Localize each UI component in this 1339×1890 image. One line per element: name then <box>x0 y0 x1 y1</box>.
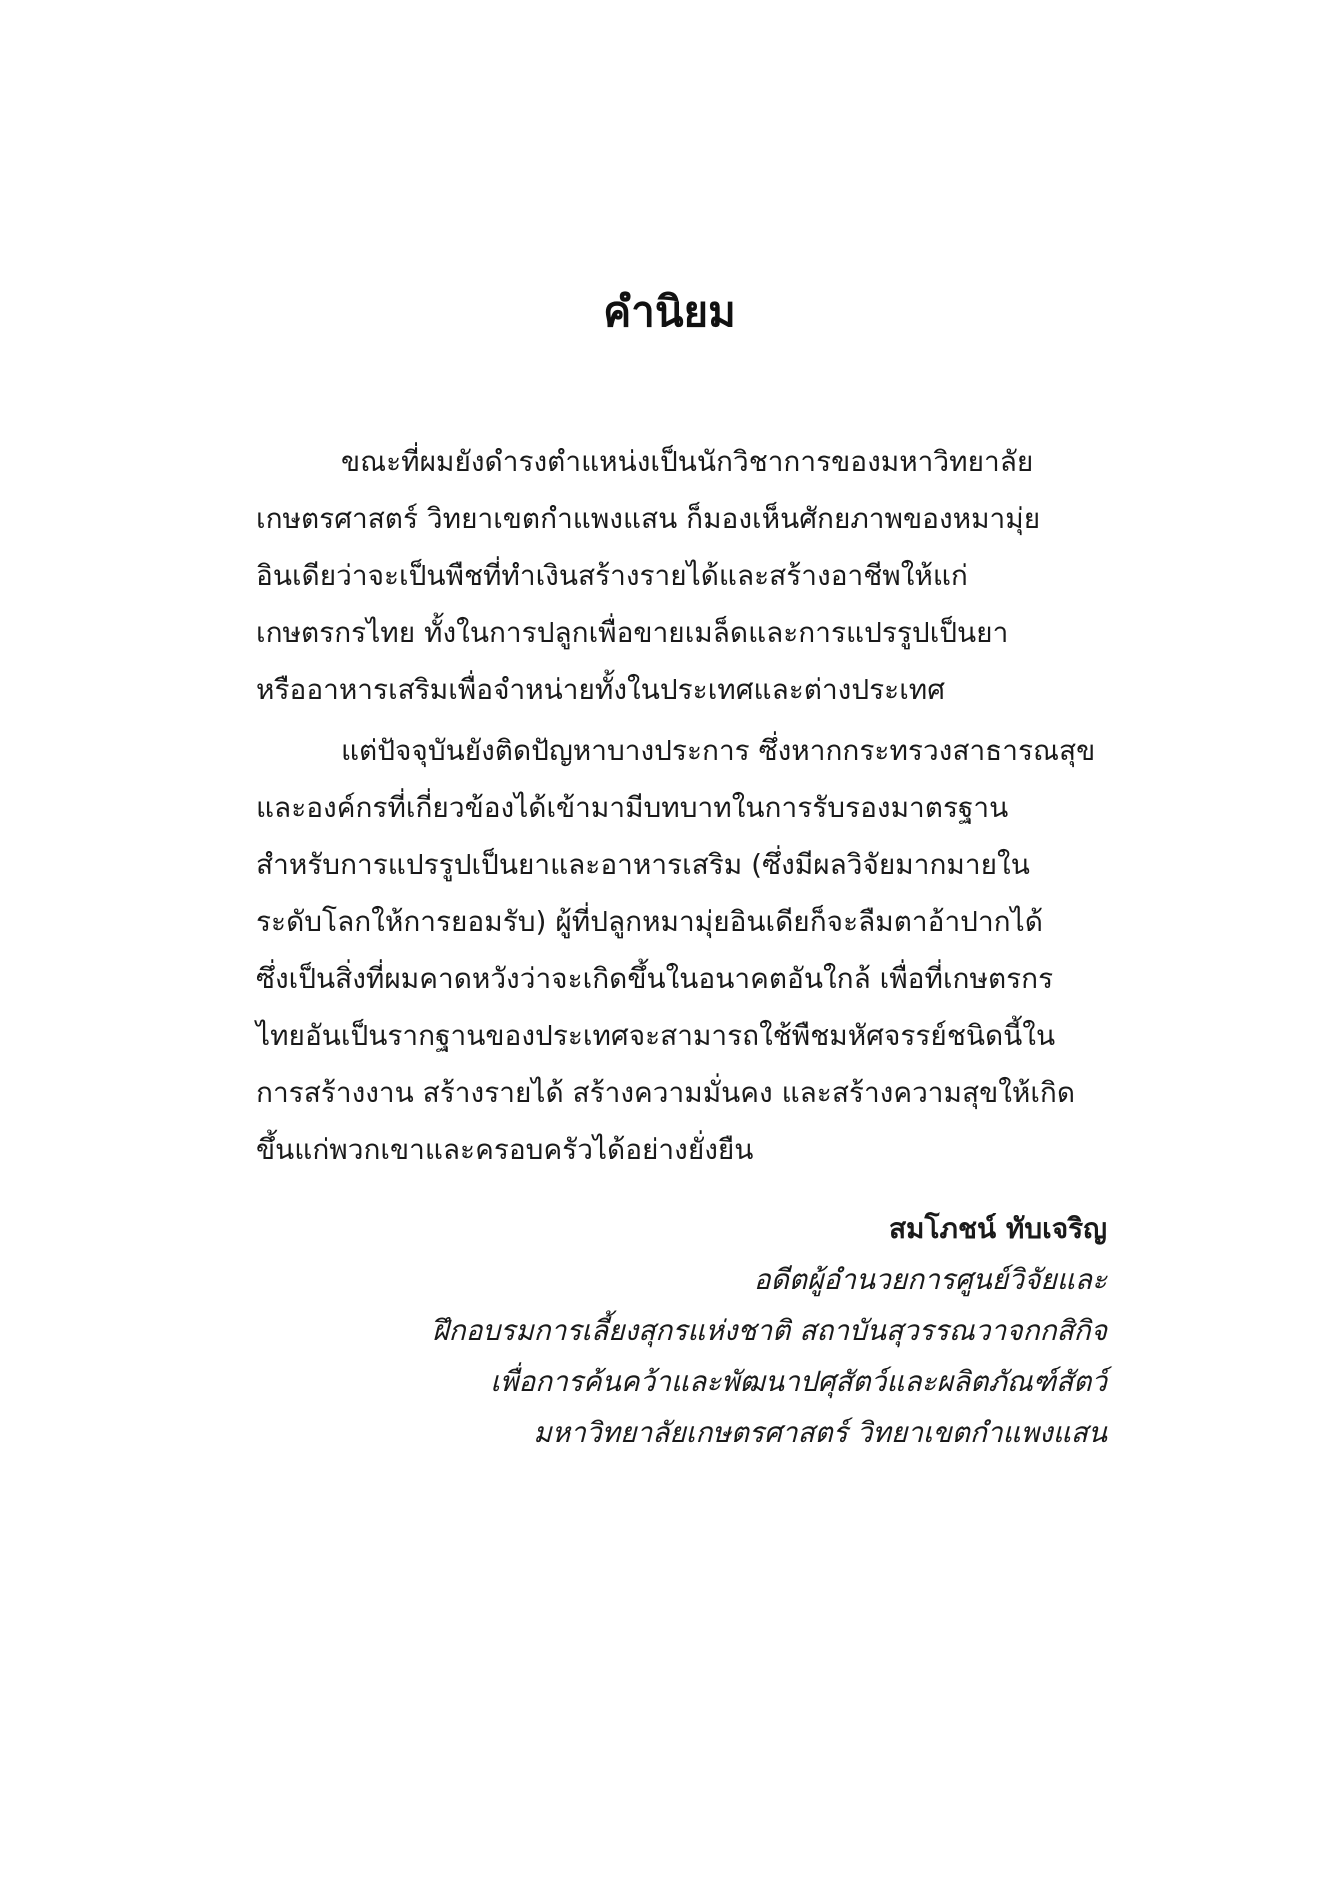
paragraph-line: ขึ้นแก่พวกเขาและครอบครัวได้อย่างยั่งยืน <box>256 1133 754 1166</box>
paragraph-1 <box>256 433 1106 718</box>
paragraph-line: ระดับโลกให้การยอมรับ) ผู้ที่ปลูกหมามุ่ยอินเดียก็จะลืมตาอ้าปากได้ <box>256 905 1043 938</box>
paragraph-line: และองค์กรที่เกี่ยวข้องได้เข้ามามีบทบาทในการรับรองมาตรฐาน <box>256 791 1009 824</box>
signature-title-line: ฝึกอบรมการเลี้ยงสุกรแห่งชาติ สถาบันสุวรรณวาจกกสิกิจ <box>432 1314 1107 1347</box>
paragraph-line: หรืออาหารเสริมเพื่อจำหน่ายทั้งในประเทศและต่างประเทศ <box>256 673 945 706</box>
paragraph-line: ซึ่งเป็นสิ่งที่ผมคาดหวังว่าจะเกิดขึ้นในอนาคตอันใกล้ เพื่อที่เกษตรกร <box>256 962 1054 995</box>
signature-block <box>207 1203 1107 1458</box>
paragraph-line: การสร้างงาน สร้างรายได้ สร้างความมั่นคง และสร้างความสุขให้เกิด <box>256 1076 1076 1109</box>
paragraph-line: เกษตรกรไทย ทั้งในการปลูกเพื่อขายเมล็ดและการแปรรูปเป็นยา <box>256 616 1009 649</box>
signature-name: สมโภชน์ ทับเจริญ <box>888 1212 1107 1245</box>
paragraph-line: ขณะที่ผมยังดำรงตำแหน่งเป็นนักวิชาการของมหาวิทยาลัย <box>341 445 1034 478</box>
paragraph-2 <box>256 722 1106 1178</box>
paragraph-line: ไทยอันเป็นรากฐานของประเทศจะสามารถใช้พืชมหัศจรรย์ชนิดนี้ใน <box>256 1019 1056 1052</box>
page-title: คำนิยม <box>603 287 736 336</box>
paragraph-line: สำหรับการแปรรูปเป็นยาและอาหารเสริม (ซึ่งมีผลวิจัยมากมายใน <box>256 848 1030 881</box>
signature-title-line: เพื่อการค้นคว้าและพัฒนาปศุสัตว์และผลิตภัณฑ์สัตว์ <box>490 1365 1107 1398</box>
signature-title-line: มหาวิทยาลัยเกษตรศาสตร์ วิทยาเขตกำแพงแสน <box>533 1416 1107 1449</box>
signature-title-line: อดีตผู้อำนวยการศูนย์วิจัยและ <box>753 1263 1107 1296</box>
paragraph-line: เกษตรศาสตร์ วิทยาเขตกำแพงแสน ก็มองเห็นศักยภาพของหมามุ่ย <box>256 502 1041 535</box>
paragraph-line: อินเดียว่าจะเป็นพืชที่ทำเงินสร้างรายได้และสร้างอาชีพให้แก่ <box>256 559 968 592</box>
paragraph-line: แต่ปัจจุบันยังติดปัญหาบางประการ ซึ่งหากกระทรวงสาธารณสุข <box>341 734 1096 767</box>
